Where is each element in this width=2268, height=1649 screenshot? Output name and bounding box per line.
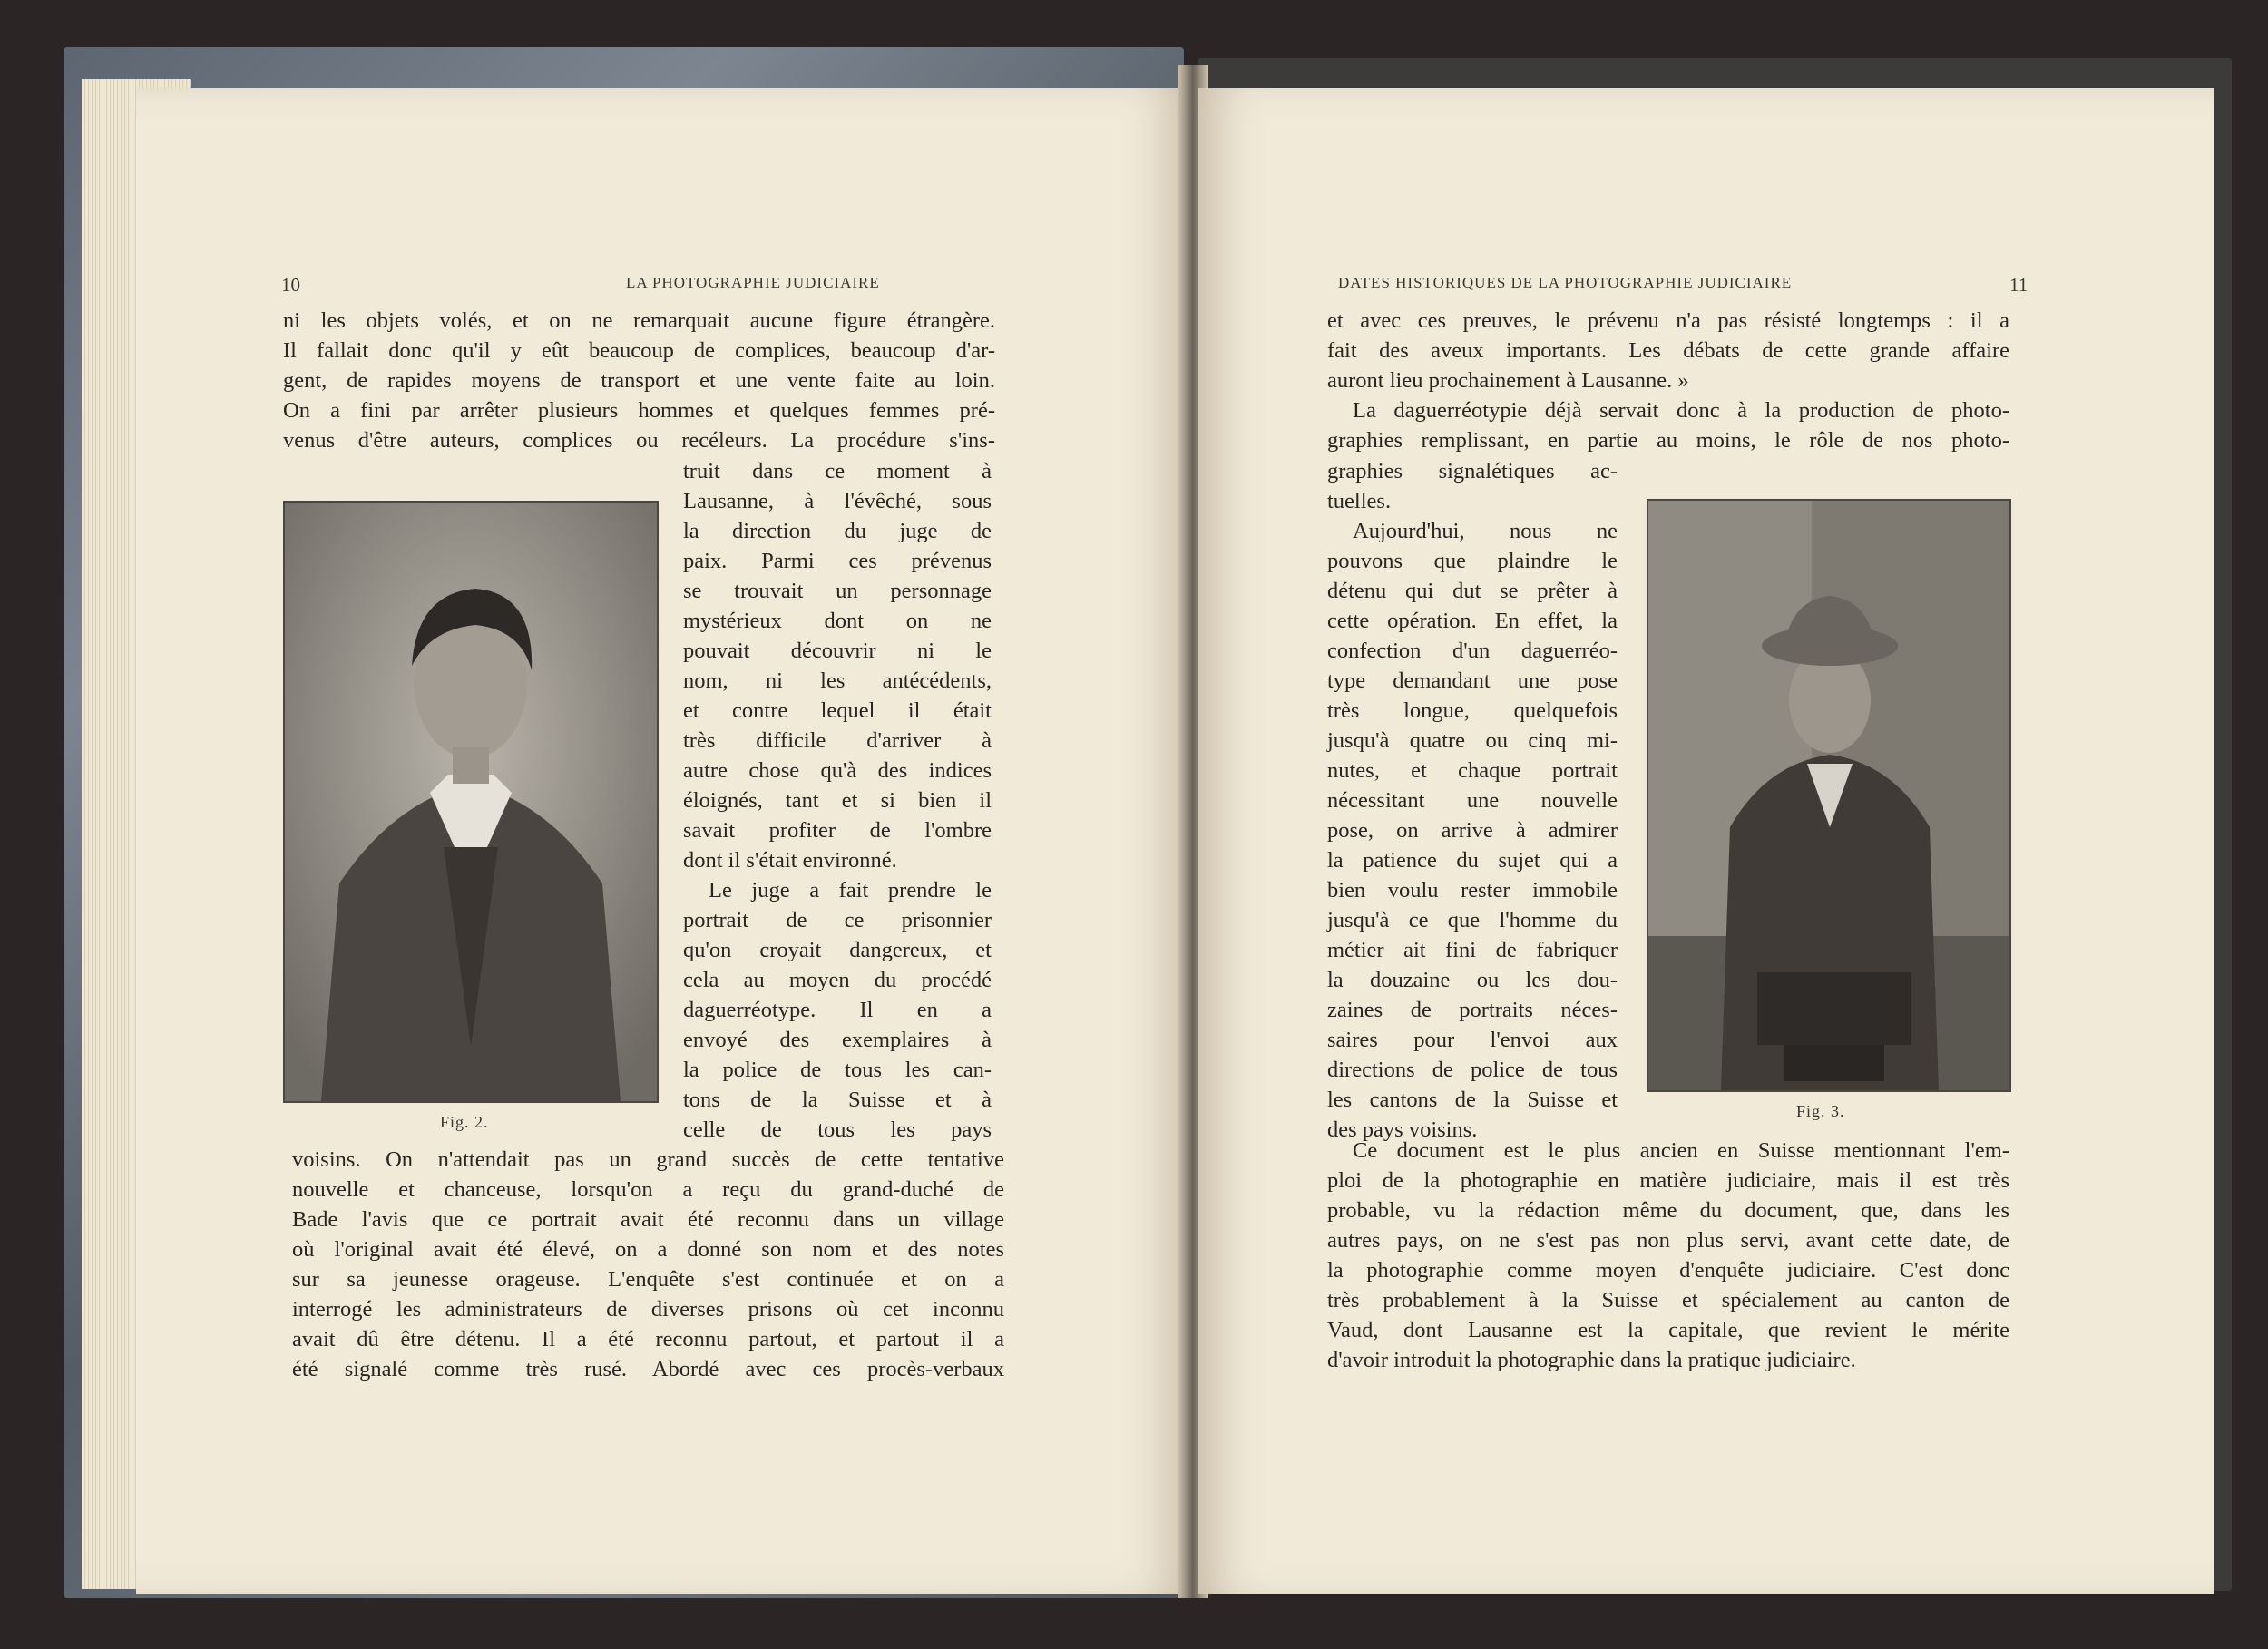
page-number: 11 (2009, 274, 2028, 296)
text-line: directions de police de tous (1327, 1058, 1618, 1082)
figure-3-caption: Fig. 3. (1796, 1102, 1845, 1120)
text-line: d'avoir introduit la photographie dans la pratique judiciaire. (1327, 1348, 1856, 1372)
text-line: daguerréotype. Il en a (683, 998, 992, 1022)
text-line: la photographie comme moyen d'enquête judiciaire. C'est donc (1327, 1258, 2009, 1283)
text-line: saires pour l'envoi aux (1327, 1028, 1618, 1052)
text-line: cette opération. En effet, la (1327, 609, 1618, 633)
text-line: sur sa jeunesse orageuse. L'enquête s'est continuée et on a (292, 1267, 1004, 1292)
text-line: et avec ces preuves, le prévenu n'a pas résisté longtemps : il a (1327, 308, 2009, 333)
text-line: celle de tous les pays (683, 1117, 992, 1142)
text-line: et contre lequel il était (683, 698, 992, 723)
text-line: La daguerréotypie déjà servait donc à la production de photo- (1353, 398, 2009, 423)
text-line: éloignés, tant et si bien il (683, 788, 992, 813)
running-head: DATES HISTORIQUES DE LA PHOTOGRAPHIE JUDICIAIRE (1338, 274, 1793, 291)
text-line: gent, de rapides moyens de transport et une vente faite au loin. (283, 368, 995, 393)
text-line: Aujourd'hui, nous ne (1353, 519, 1618, 543)
text-line: Le juge a fait prendre le (709, 878, 992, 903)
text-line: la patience du sujet qui a (1327, 848, 1618, 873)
text-line: où l'original avait été élevé, on a donné son nom et des notes (292, 1237, 1004, 1262)
text-line: tuelles. (1327, 489, 1392, 513)
text-line: tons de la Suisse et à (683, 1088, 992, 1112)
text-line: mystérieux dont on ne (683, 609, 992, 633)
text-line: la douzaine ou les dou- (1327, 968, 1618, 992)
right-page (1198, 88, 2214, 1594)
text-line: nécessitant une nouvelle (1327, 788, 1618, 813)
text-line: pose, on arrive à admirer (1327, 818, 1618, 843)
text-line: pouvons que plaindre le (1327, 549, 1618, 573)
text-line: très probablement à la Suisse et spécialement au canton de (1327, 1288, 2009, 1312)
figure-2-photo (283, 501, 659, 1103)
text-line: truit dans ce moment à (683, 459, 992, 483)
open-book (54, 47, 2232, 1598)
running-head: LA PHOTOGRAPHIE JUDICIAIRE (626, 274, 880, 291)
text-line: auront lieu prochainement à Lausanne. » (1327, 368, 1689, 393)
text-line: dont il s'était environné. (683, 848, 897, 873)
text-line: bien voulu rester immobile (1327, 878, 1618, 903)
text-line: portrait de ce prisonnier (683, 908, 992, 932)
text-line: Vaud, dont Lausanne est la capitale, que revient le mérite (1327, 1318, 2009, 1342)
text-line: Lausanne, à l'évêché, sous (683, 489, 992, 513)
text-line: autre chose qu'à des indices (683, 758, 992, 783)
text-line: Bade l'avis que ce portrait avait été reconnu dans un village (292, 1207, 1004, 1232)
paragraph-side (683, 456, 992, 1145)
text-line: métier ait fini de fabriquer (1327, 938, 1618, 962)
text-line: avait dû être détenu. Il a été reconnu partout, et partout il a (292, 1327, 1004, 1351)
text-line: venus d'être auteurs, complices ou recéleurs. La procédure s'ins- (283, 428, 995, 453)
text-line: les cantons de la Suisse et (1327, 1088, 1618, 1112)
text-line: ploi de la photographie en matière judiciaire, mais il est très (1327, 1168, 2009, 1193)
text-line: détenu qui dut se prêter à (1327, 579, 1618, 603)
text-line: nouvelle et chanceuse, lorsqu'on a reçu du grand-duché de (292, 1177, 1004, 1202)
text-line: probable, vu la rédaction même du document, que, dans les (1327, 1198, 2009, 1223)
page-number: 10 (281, 274, 300, 296)
figure-3-photo (1647, 499, 2011, 1092)
paragraph-side (1327, 456, 1618, 1145)
text-line: paix. Parmi ces prévenus (683, 549, 992, 573)
text-line: interrogé les administrateurs de diverses prisons où cet inconnu (292, 1297, 1004, 1322)
text-line: On a fini par arrêter plusieurs hommes et quelques femmes pré- (283, 398, 995, 423)
text-line: qu'on croyait dangereux, et (683, 938, 992, 962)
text-line: pouvait découvrir ni le (683, 639, 992, 663)
figure-2-caption: Fig. 2. (440, 1113, 489, 1131)
text-line: très longue, quelquefois (1327, 698, 1618, 723)
text-line: se trouvait un personnage (683, 579, 992, 603)
left-page (136, 88, 1188, 1594)
text-line: confection d'un daguerréo- (1327, 639, 1618, 663)
text-line: fait des aveux importants. Les débats de cette grande affaire (1327, 338, 2009, 363)
text-line: très difficile d'arriver à (683, 728, 992, 753)
text-line: zaines de portraits néces- (1327, 998, 1618, 1022)
text-line: des pays voisins. (1327, 1117, 1478, 1142)
text-line: cela au moyen du procédé (683, 968, 992, 992)
text-line: jusqu'à ce que l'homme du (1327, 908, 1618, 932)
text-line: graphies signalétiques ac- (1327, 459, 1618, 483)
text-line: autres pays, on ne s'est pas non plus servi, avant cette date, de (1327, 1228, 2009, 1253)
paragraph-bottom (1327, 1136, 2009, 1375)
paragraph-bottom (292, 1145, 1004, 1384)
text-line: Il fallait donc qu'il y eût beaucoup de complices, beaucoup d'ar- (283, 338, 995, 363)
text-line: la police de tous les can- (683, 1058, 992, 1082)
text-line: voisins. On n'attendait pas un grand succès de cette tentative (292, 1147, 1004, 1172)
text-line: jusqu'à quatre ou cinq mi- (1327, 728, 1618, 753)
text-line: la direction du juge de (683, 519, 992, 543)
text-line: nom, ni les antécédents, (683, 668, 992, 693)
paragraph-top (283, 306, 995, 455)
text-line: Ce document est le plus ancien en Suisse mentionnant l'em- (1353, 1138, 2009, 1163)
text-line: savait profiter de l'ombre (683, 818, 992, 843)
text-line: envoyé des exemplaires à (683, 1028, 992, 1052)
text-line: type demandant une pose (1327, 668, 1618, 693)
text-line: ni les objets volés, et on ne remarquait aucune figure étrangère. (283, 308, 995, 333)
text-line: été signalé comme très rusé. Abordé avec ces procès-verbaux (292, 1357, 1004, 1381)
text-line: nutes, et chaque portrait (1327, 758, 1618, 783)
paragraph-top (1327, 306, 2009, 455)
text-line: graphies remplissant, en partie au moins, le rôle de nos photo- (1327, 428, 2009, 453)
